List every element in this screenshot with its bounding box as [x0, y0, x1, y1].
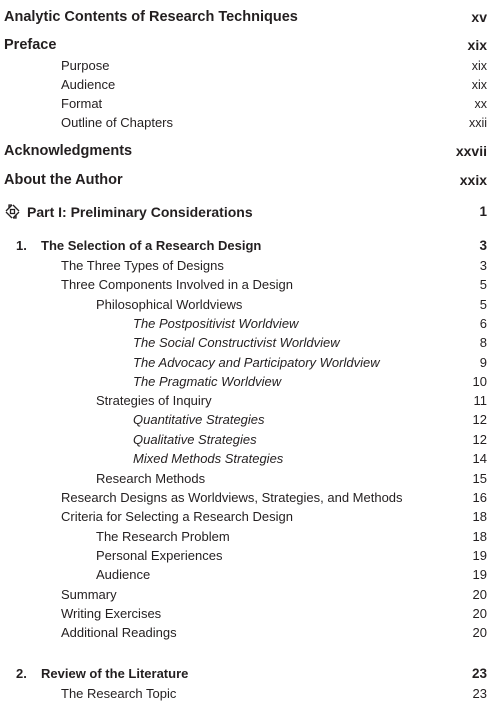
toc-entry[interactable]	[0, 507, 492, 527]
toc-entry-label: Philosophical Worldviews	[96, 297, 243, 312]
toc-entry-label: The Advocacy and Participatory Worldview	[133, 355, 380, 370]
toc-part-label: Part I: Preliminary Considerations	[27, 204, 253, 220]
toc-entry-label: Quantitative Strategies	[133, 412, 265, 427]
chapter-title: The Selection of a Research Design	[41, 238, 262, 253]
toc-entry[interactable]	[0, 430, 492, 450]
toc-entry[interactable]	[0, 410, 492, 430]
toc-entry[interactable]	[0, 604, 492, 624]
toc-entry-page: 20	[472, 625, 487, 640]
toc-entry[interactable]	[0, 585, 492, 605]
toc-entry-page: 20	[472, 587, 487, 602]
toc-entry[interactable]	[0, 372, 492, 392]
toc-entry-page: 8	[479, 335, 487, 350]
toc-entry-page: 16	[472, 490, 487, 505]
toc-entry-analytic-contents[interactable]	[0, 7, 492, 27]
toc-entry-label: Preface	[4, 37, 57, 53]
chapter-page: 23	[471, 666, 487, 681]
toc-entry[interactable]	[0, 527, 492, 547]
toc-entry-page: 18	[472, 529, 487, 544]
toc-entry[interactable]	[0, 295, 492, 315]
toc-entry-page: 15	[472, 471, 487, 486]
toc-entry-label: Writing Exercises	[61, 606, 162, 621]
toc-entry-page: 6	[479, 316, 487, 331]
chapter-number: 1.	[16, 238, 27, 253]
toc-entry-format[interactable]	[0, 94, 492, 114]
toc-part-page: 1	[479, 204, 487, 219]
toc-entry-page: 19	[472, 548, 487, 563]
toc-entry-page: 20	[472, 606, 487, 621]
toc-entry-page: 3	[479, 258, 487, 273]
toc-entry-label: About the Author	[4, 172, 123, 188]
toc-entry-page: 5	[479, 297, 487, 312]
toc-entry-page: 5	[479, 277, 487, 292]
toc-entry-purpose[interactable]	[0, 56, 492, 76]
toc-entry-about-the-author[interactable]	[0, 170, 492, 190]
toc-entry[interactable]	[0, 391, 492, 411]
toc-entry-label: The Three Types of Designs	[61, 258, 224, 273]
chapter-title: Review of the Literature	[41, 666, 189, 681]
toc-entry-label: Additional Readings	[61, 625, 177, 640]
toc-entry-label: Purpose	[61, 58, 110, 73]
toc-entry-page: 9	[479, 355, 487, 370]
toc-entry-label: The Social Constructivist Worldview	[133, 335, 340, 350]
toc-entry[interactable]	[0, 565, 492, 585]
toc-entry[interactable]	[0, 684, 492, 704]
toc-entry-label: The Research Problem	[96, 529, 230, 544]
chapter-page: 3	[479, 238, 487, 253]
toc-entry-page: xx	[474, 97, 487, 111]
toc-chapter-2[interactable]	[0, 664, 492, 684]
toc-entry-label: The Postpositivist Worldview	[133, 316, 299, 331]
toc-entry-label: Audience	[96, 567, 151, 582]
toc-entry-page: 14	[472, 451, 487, 466]
toc-entry[interactable]	[0, 333, 492, 353]
toc-entry-page: 12	[472, 412, 487, 427]
toc-entry-audience[interactable]	[0, 75, 492, 95]
toc-entry-label: Research Methods	[96, 471, 206, 486]
toc-entry-page: 18	[472, 509, 487, 524]
toc-entry[interactable]	[0, 314, 492, 334]
toc-entry-page: 11	[473, 393, 487, 408]
toc-entry-label: Analytic Contents of Research Techniques	[4, 9, 298, 25]
toc-entry-label: Criteria for Selecting a Research Design	[61, 509, 293, 524]
toc-entry-page: xxii	[468, 116, 487, 130]
toc-entry-label: The Research Topic	[61, 686, 177, 701]
toc-entry[interactable]	[0, 256, 492, 276]
toc-entry-label: Qualitative Strategies	[133, 432, 257, 447]
toc-entry-acknowledgments[interactable]	[0, 141, 492, 161]
toc-entry-label: Research Designs as Worldviews, Strategies, and Methods	[61, 490, 403, 505]
toc-chapter-1[interactable]	[0, 236, 492, 256]
toc-entry[interactable]	[0, 353, 492, 373]
toc-entry-page: xix	[467, 37, 487, 53]
toc-entry-page: 10	[472, 374, 487, 389]
toc-entry-label: Outline of Chapters	[61, 115, 174, 130]
toc-entry-page: xix	[471, 78, 487, 92]
toc-entry-page: xxix	[459, 172, 487, 188]
toc-entry-label: Three Components Involved in a Design	[61, 277, 293, 292]
toc-entry[interactable]	[0, 469, 492, 489]
toc-entry-page: xix	[471, 59, 487, 73]
part-ornament-icon	[5, 204, 20, 219]
toc-entry-preface[interactable]	[0, 35, 492, 55]
toc-entry-page: 12	[472, 432, 487, 447]
toc-entry[interactable]	[0, 623, 492, 643]
toc-entry-label: Audience	[61, 77, 116, 92]
toc-entry[interactable]	[0, 488, 492, 508]
chapter-number: 2.	[16, 666, 27, 681]
toc-entry-label: Format	[61, 96, 103, 111]
toc-entry-page: xv	[471, 9, 487, 25]
toc-entry-label: The Pragmatic Worldview	[133, 374, 282, 389]
toc-entry-page: 19	[472, 567, 487, 582]
toc-entry-label: Mixed Methods Strategies	[133, 451, 284, 466]
toc-part-1[interactable]	[0, 202, 492, 222]
toc-entry-label: Personal Experiences	[96, 548, 223, 563]
toc-entry-page: 23	[472, 686, 487, 701]
toc-entry-label: Strategies of Inquiry	[96, 393, 212, 408]
toc-entry-page: xxvii	[455, 143, 487, 159]
toc-entry[interactable]	[0, 275, 492, 295]
toc-entry-label: Acknowledgments	[4, 143, 133, 159]
toc-entry-outline-of-chapters[interactable]	[0, 113, 492, 133]
toc-entry-label: Summary	[61, 587, 117, 602]
toc-entry[interactable]	[0, 449, 492, 469]
toc-entry[interactable]	[0, 546, 492, 566]
